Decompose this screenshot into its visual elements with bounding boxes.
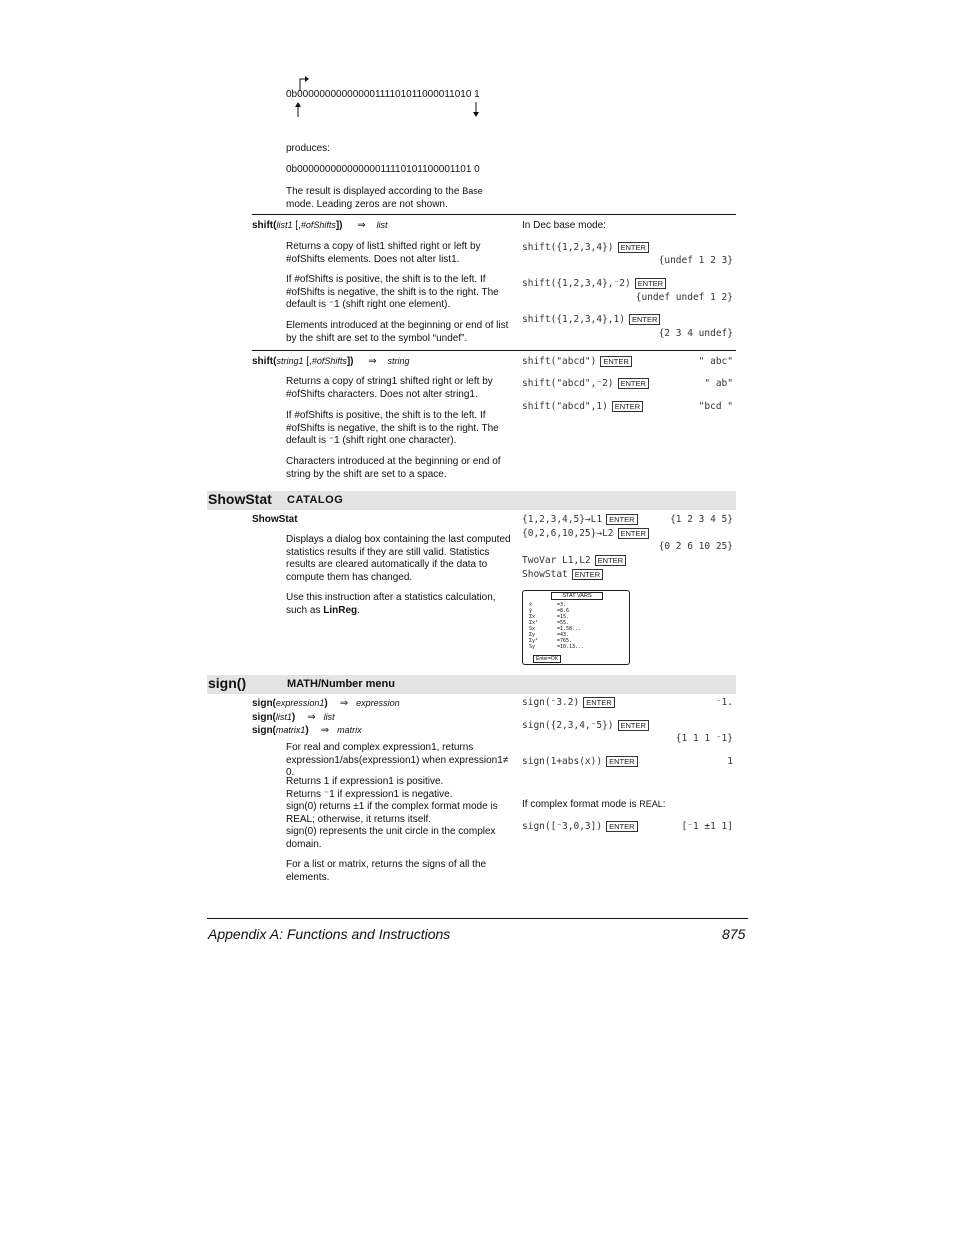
shift-list-example-header: In Dec base mode: [522,220,606,231]
enter-key-icon: ENTER [583,697,614,708]
showstat-title: ShowStat [208,491,272,507]
footer-title: Appendix A: Functions and Instructions [208,926,451,942]
complex-mode-note: If complex format mode is REAL: [522,799,666,810]
enter-key-icon: ENTER [618,528,649,539]
screen-row-value: =8.6 [557,608,570,614]
shift-list-desc-2: If #ofShifts is positive, the shift is to the left. If #ofShifts is negative, the shift is to the right. The default is ⁻1 (shift right one element). [286,274,499,310]
base-mode-label: Base [462,186,483,196]
sign-desc-1: For real and complex expression1, returns expression1/abs(expression1) when expression1≠ 0. [286,742,509,778]
enter-key-icon: ENTER [572,569,603,580]
enter-key-icon: ENTER [612,401,643,412]
shift-list-example-input: shift({1,2,3,4},1) ENTER [522,314,660,325]
screen-title: STAT VARS [551,592,603,600]
screen-row-value: =15. [557,614,570,620]
enter-key-icon: ENTER [635,278,666,289]
screen-row-label: Σy² [529,638,539,644]
shift-list-example-result: {2 3 4 undef} [658,328,733,339]
enter-key-icon: ENTER [606,514,637,525]
screen-row-value: =55. [557,620,570,626]
screen-rows [529,602,584,650]
screen-row-value: =43. [557,632,570,638]
enter-key-icon: ENTER [606,821,637,832]
shift-list-example-input: shift({1,2,3,4},⁻2) ENTER [522,278,666,289]
shift-string-example-input: shift("abcd") ENTER [522,356,632,367]
shift-list-example-result: {undef 1 2 3} [658,255,733,266]
screen-row-value: =765. [557,638,573,644]
shift-list-desc-3: Elements introduced at the beginning or end of list by the shift are set to the symbol “undef”. [286,320,509,344]
sign-complex-example-input: sign([⁻3,0,3]) ENTER [522,821,638,832]
screen-row-label: Sx [529,626,536,632]
screen-row-label: Σx [529,614,536,620]
sign-signature: sign(matrix1) ⇒ matrix [252,725,362,736]
enter-key-icon: ENTER [595,555,626,566]
shift-string-example-result: " abc" [698,356,733,367]
screen-row-label: ȳ [529,608,533,614]
screen-row-value: =10.13... [557,644,585,650]
sign-example-result: 1 [727,756,733,767]
showstat-desc-1: Displays a dialog box containing the last computed statistics results if they are still valid. Statistics results are cleared automatically if the data to compute them has changed. [286,534,511,583]
binary-after: 0b00000000000000011110101100001101 0 [286,164,480,175]
shift-string-desc-1: Returns a copy of string1 shifted right or left by #ofShifts characters. Does not alter string1. [286,376,493,400]
shift-string-signature: shift(string1 [,#ofShifts]) ⇒ string [252,356,410,367]
enter-key-icon: ENTER [629,314,660,325]
sign-example-result: {1 1 1 ⁻1} [675,733,733,744]
sign-example-input: sign(⁻3.2) ENTER [522,697,615,708]
shift-string-example-input: shift("abcd",1) ENTER [522,401,643,412]
screen-row [529,644,584,650]
sign-title: sign() [208,675,247,691]
screen-row-value: =1.58... [557,626,582,632]
showstat-example-result: {0 2 6 10 25} [658,541,733,552]
binary-before: 0b00000000000000111101011000011010 1 [286,89,480,100]
sign-example-input: sign(1+abs(x)) ENTER [522,756,638,767]
sign-signature: sign(expression1) ⇒ expression [252,698,400,709]
sign-signature: sign(list1) ⇒ list [252,711,335,723]
shift-list-example-input: shift({1,2,3,4}) ENTER [522,242,649,253]
arrow-down-icon [471,102,481,118]
screen-row-value: =3. [557,602,567,608]
showstat-example-input: {1,2,3,4,5}→L1 ENTER [522,514,638,525]
shift-string-desc-2: If #ofShifts is positive, the shift is to the left. If #ofShifts is negative, the shift is to the right. The default is ⁻1 (shift right one character). [286,410,499,446]
screen-row-label: Sy [529,644,536,650]
screen-row-label: x̄ [529,602,533,608]
enter-key-icon: ENTER [618,378,649,389]
shift-list-example-result: {undef undef 1 2} [635,292,733,303]
sign-desc-2: Returns 1 if expression1 is positive. Returns ⁻1 if expression1 is negative. sign(0) returns ±1 if the complex format mode is REAL; otherwise, it returns itself. sign(0) represents the unit circle in the complex domain. [286,776,498,850]
divider [252,350,736,351]
enter-key-icon: ENTER [606,756,637,767]
sign-menu: MATH/Number menu [287,678,395,690]
stat-vars-screen [522,590,630,665]
shift-string-example-result: "bcd " [698,401,733,412]
shift-string-example-result: " ab" [704,378,733,389]
showstat-menu: CATALOG [287,494,344,506]
sign-signatures [252,697,400,738]
showstat-signature: ShowStat [252,514,298,525]
shift-string-desc-3: Characters introduced at the beginning or end of string by the shift are set to a space. [286,456,501,480]
result-note: The result is displayed according to the Base mode. Leading zeros are not shown. [286,186,483,210]
enter-key-icon: ENTER [618,720,649,731]
produces-label: produces: [286,143,330,154]
sign-complex-example-result: [⁻1 ±1 1] [681,821,733,832]
showstat-example-input: ShowStat ENTER [522,569,603,580]
enter-key-icon: ENTER [618,242,649,253]
shift-string-example-input: shift("abcd",⁻2) ENTER [522,378,649,389]
sign-example-input: sign({2,3,4,⁻5}) ENTER [522,720,649,731]
sign-example-result: ⁻1. [715,697,733,708]
shift-list-signature: shift(list1 [,#ofShifts]) ⇒ list [252,220,388,231]
showstat-example-input: {0,2,6,10,25}→L2 ENTER [522,528,649,539]
screen-row-label: Σy [529,632,536,638]
footer-rule [207,918,748,919]
screen-footer: Enter=OK [533,655,561,663]
enter-key-icon: ENTER [600,356,631,367]
shift-list-desc-1: Returns a copy of list1 shifted right or left by #ofShifts elements. Does not alter list1. [286,241,481,265]
page-number: 875 [722,926,746,942]
screen-row-label: Σx² [529,620,539,626]
arrow-up-icon [293,102,303,118]
sign-desc-3: For a list or matrix, returns the signs of all the elements. [286,859,487,883]
showstat-example-input: TwoVar L1,L2 ENTER [522,555,626,566]
showstat-desc-2: Use this instruction after a statistics calculation, such as LinReg. [286,592,496,616]
showstat-example-result: {1 2 3 4 5} [670,514,733,525]
divider [252,214,736,215]
